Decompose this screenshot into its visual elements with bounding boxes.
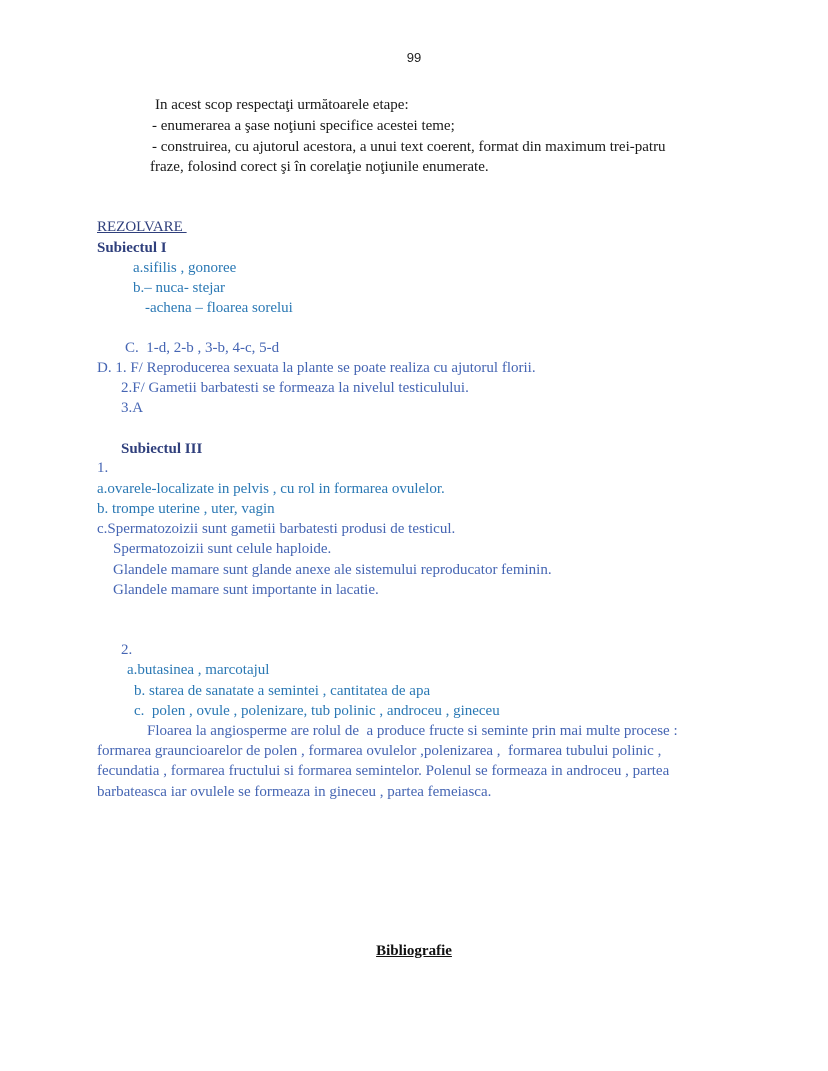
paragraph-line: fecundatia , formarea fructului si formarea semintelor. Polenul se formeaza in androceu , partea xyxy=(97,763,670,779)
intro-line: In acest scop respectaţi următoarele etape: xyxy=(155,97,409,113)
intro-line: - construirea, cu ajutorul acestora, a unui text coerent, format din maximum trei-patru xyxy=(152,139,666,155)
answer-line: c.Spermatozoizii sunt gametii barbatesti produsi de testicul. xyxy=(97,521,456,537)
paragraph-line: formarea grauncioarelor de polen , formarea ovulelor ,polenizarea , formarea tubului polinic , xyxy=(97,743,662,759)
answer-line: Glandele mamare sunt importante in lacatie. xyxy=(113,582,379,598)
answer-line: C. 1-d, 2-b , 3-b, 4-c, 5-d xyxy=(125,340,280,356)
answer-line: Glandele mamare sunt glande anexe ale sistemului reproducator feminin. xyxy=(113,562,552,578)
answer-line: a.ovarele-localizate in pelvis , cu rol in formarea ovulelor. xyxy=(97,481,445,497)
answer-line: 1. xyxy=(97,460,109,476)
answer-line: 2.F/ Gametii barbatesti se formeaza la nivelul testiculului. xyxy=(121,380,469,396)
answer-line: b.– nuca- stejar xyxy=(133,280,226,296)
answer-line: a.sifilis , gonoree xyxy=(133,260,237,276)
answer-line: -achena – floarea sorelui xyxy=(145,300,293,316)
answer-line: b. starea de sanatate a semintei , cantitatea de apa xyxy=(134,683,431,699)
paragraph-line: barbateasca iar ovulele se formeaza in gineceu , partea femeiasca. xyxy=(97,784,492,800)
answer-line: c. polen , ovule , polenizare, tub polinic , androceu , gineceu xyxy=(134,703,500,719)
answer-line: Spermatozoizii sunt celule haploide. xyxy=(113,541,332,557)
paragraph-line: Floarea la angiosperme are rolul de a produce fructe si seminte prin mai multe procese : xyxy=(147,723,678,739)
subiect1-heading: Subiectul I xyxy=(97,240,167,256)
subiect3-heading: Subiectul III xyxy=(121,441,203,457)
answer-line: b. trompe uterine , uter, vagin xyxy=(97,501,275,517)
answer-line: 3.A xyxy=(121,400,144,416)
intro-line: - enumerarea a şase noţiuni specifice acestei teme; xyxy=(152,118,455,134)
answer-line: 2. xyxy=(121,642,133,658)
rezolvare-heading: REZOLVARE xyxy=(97,219,187,235)
bibliography-heading: Bibliografie xyxy=(376,943,452,959)
answer-line: a.butasinea , marcotajul xyxy=(127,662,270,678)
answer-line: D. 1. F/ Reproducerea sexuata la plante se poate realiza cu ajutorul florii. xyxy=(97,360,536,376)
intro-line: fraze, folosind corect şi în corelaţie noţiunile enumerate. xyxy=(150,159,489,175)
page-number: 99 xyxy=(406,50,422,65)
